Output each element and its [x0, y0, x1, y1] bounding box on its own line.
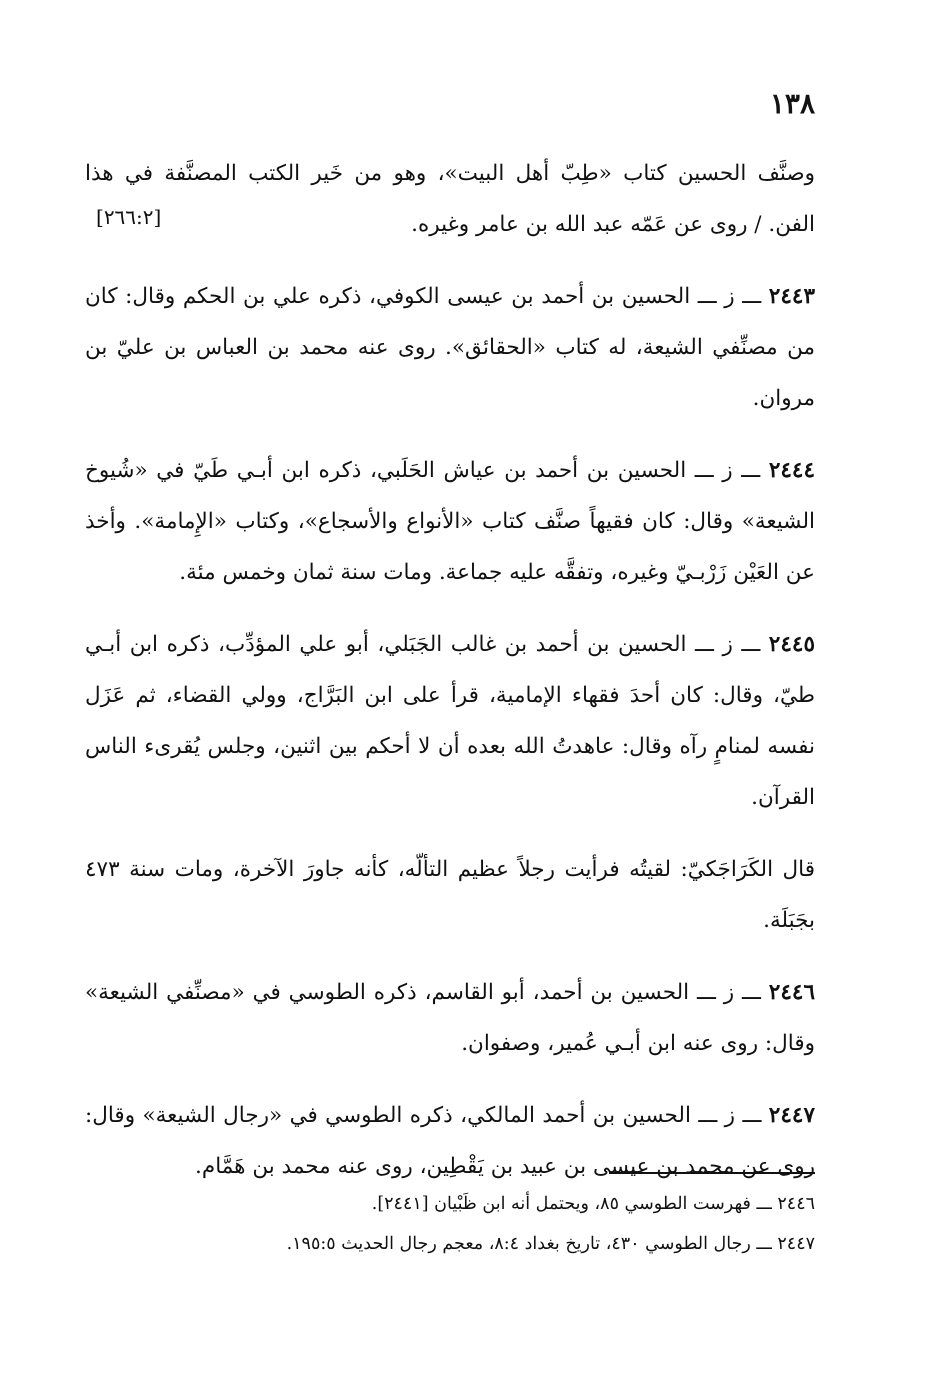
entry-text: ـــ ز ـــ الحسين بن أحمد بن عيسى الكوفي، ذكره علي بن الحكم وقال: كان من مصنِّفي الشيعة، له كتاب «الحقائق». روى عنه محمد بن العباس بن عليّ بن مروان. [85, 284, 815, 411]
entry-text: ـــ ز ـــ الحسين بن أحمد، أبو القاسم، ذكره الطوسي في «مصنِّفي الشيعة» وقال: روى عنه ابن أبـي عُمير، وصفوان. [85, 980, 815, 1056]
entry-number: ٢٤٤٥ [768, 632, 815, 657]
entry-2445 [85, 619, 815, 823]
footnote-divider [609, 1172, 815, 1174]
entry-text: ـــ ز ـــ الحسين بن أحمد المالكي، ذكره الطوسي في «رجال الشيعة» وقال: روى عن محمد بن عيسى بن عبيد بن يَقْطِين، روى عنه محمد بن هَمَّام. [85, 1103, 815, 1179]
entry-2447 [85, 1090, 815, 1192]
paragraph-text: قال الكَرَاجَكيّ: لقيتُه فرأيت رجلاً عظيم التألّه، كأنه جاورَ الآخرة، ومات سنة ٤٧٣ بجَبَلَة. [85, 857, 815, 933]
paragraph-text: وصنَّف الحسين كتاب «طِبّ أهل البيت»، وهو من خَير الكتب المصنَّفة في هذا الفن. / روى عن عَمّه عبد الله بن عامر وغيره. [85, 161, 815, 237]
entry-text: ـــ ز ـــ الحسين بن أحمد بن غالب الجَبَلي، أبو علي المؤدِّب، ذكره ابن أبـي طيّ، وقال: كان أحدَ فقهاء الإمامية، قرأ على ابن البَرَّاج، وولي القضاء، ثم عَزَل نفسه لمنامٍ رآه وقال: عاهدتُ الله بعده أن لا أحكم بين اثنين، وجلس يُقرىء الناس القرآن. [85, 632, 815, 810]
entry-text: ـــ ز ـــ الحسين بن أحمد بن عياش الحَلَبي، ذكره ابن أبـي طَيّ في «شُيوخ الشيعة» وقال: كان فقيهاً صنَّف كتاب «الأنواع والأسجاع»، وكتاب «الإِمامة». وأخذ عن العَيْن زَرْبـيّ وغيره، وتفقَّه عليه جماعة. ومات سنة ثمان وخمس مئة. [85, 458, 815, 585]
main-text [85, 148, 815, 1213]
page-number: ١٣٨ [769, 87, 815, 120]
entry-number: ٢٤٤٣ [768, 284, 815, 309]
entry-2443 [85, 271, 815, 424]
footnotes [95, 1186, 815, 1266]
entry-2444 [85, 445, 815, 598]
entry-number: ٢٤٤٧ [768, 1103, 815, 1128]
footnote-2447: ٢٤٤٧ ـــ رجال الطوسي ٤٣٠، تاريخ بغداد ٨:٤، معجم رجال الحديث ١٩٥:٥. [286, 1234, 815, 1254]
paragraph-karajaki [85, 844, 815, 946]
footnote-2446: ٢٤٤٦ ـــ فهرست الطوسي ٨٥، ويحتمل أنه ابن ظَبْيان [٢٤٤١]. [371, 1194, 815, 1214]
entry-number: ٢٤٤٤ [768, 458, 816, 483]
entry-2446 [85, 967, 815, 1069]
paragraph-intro [85, 148, 815, 250]
entry-number: ٢٤٤٦ [768, 980, 815, 1005]
margin-reference: [٢٦٦:٢] [96, 205, 162, 229]
